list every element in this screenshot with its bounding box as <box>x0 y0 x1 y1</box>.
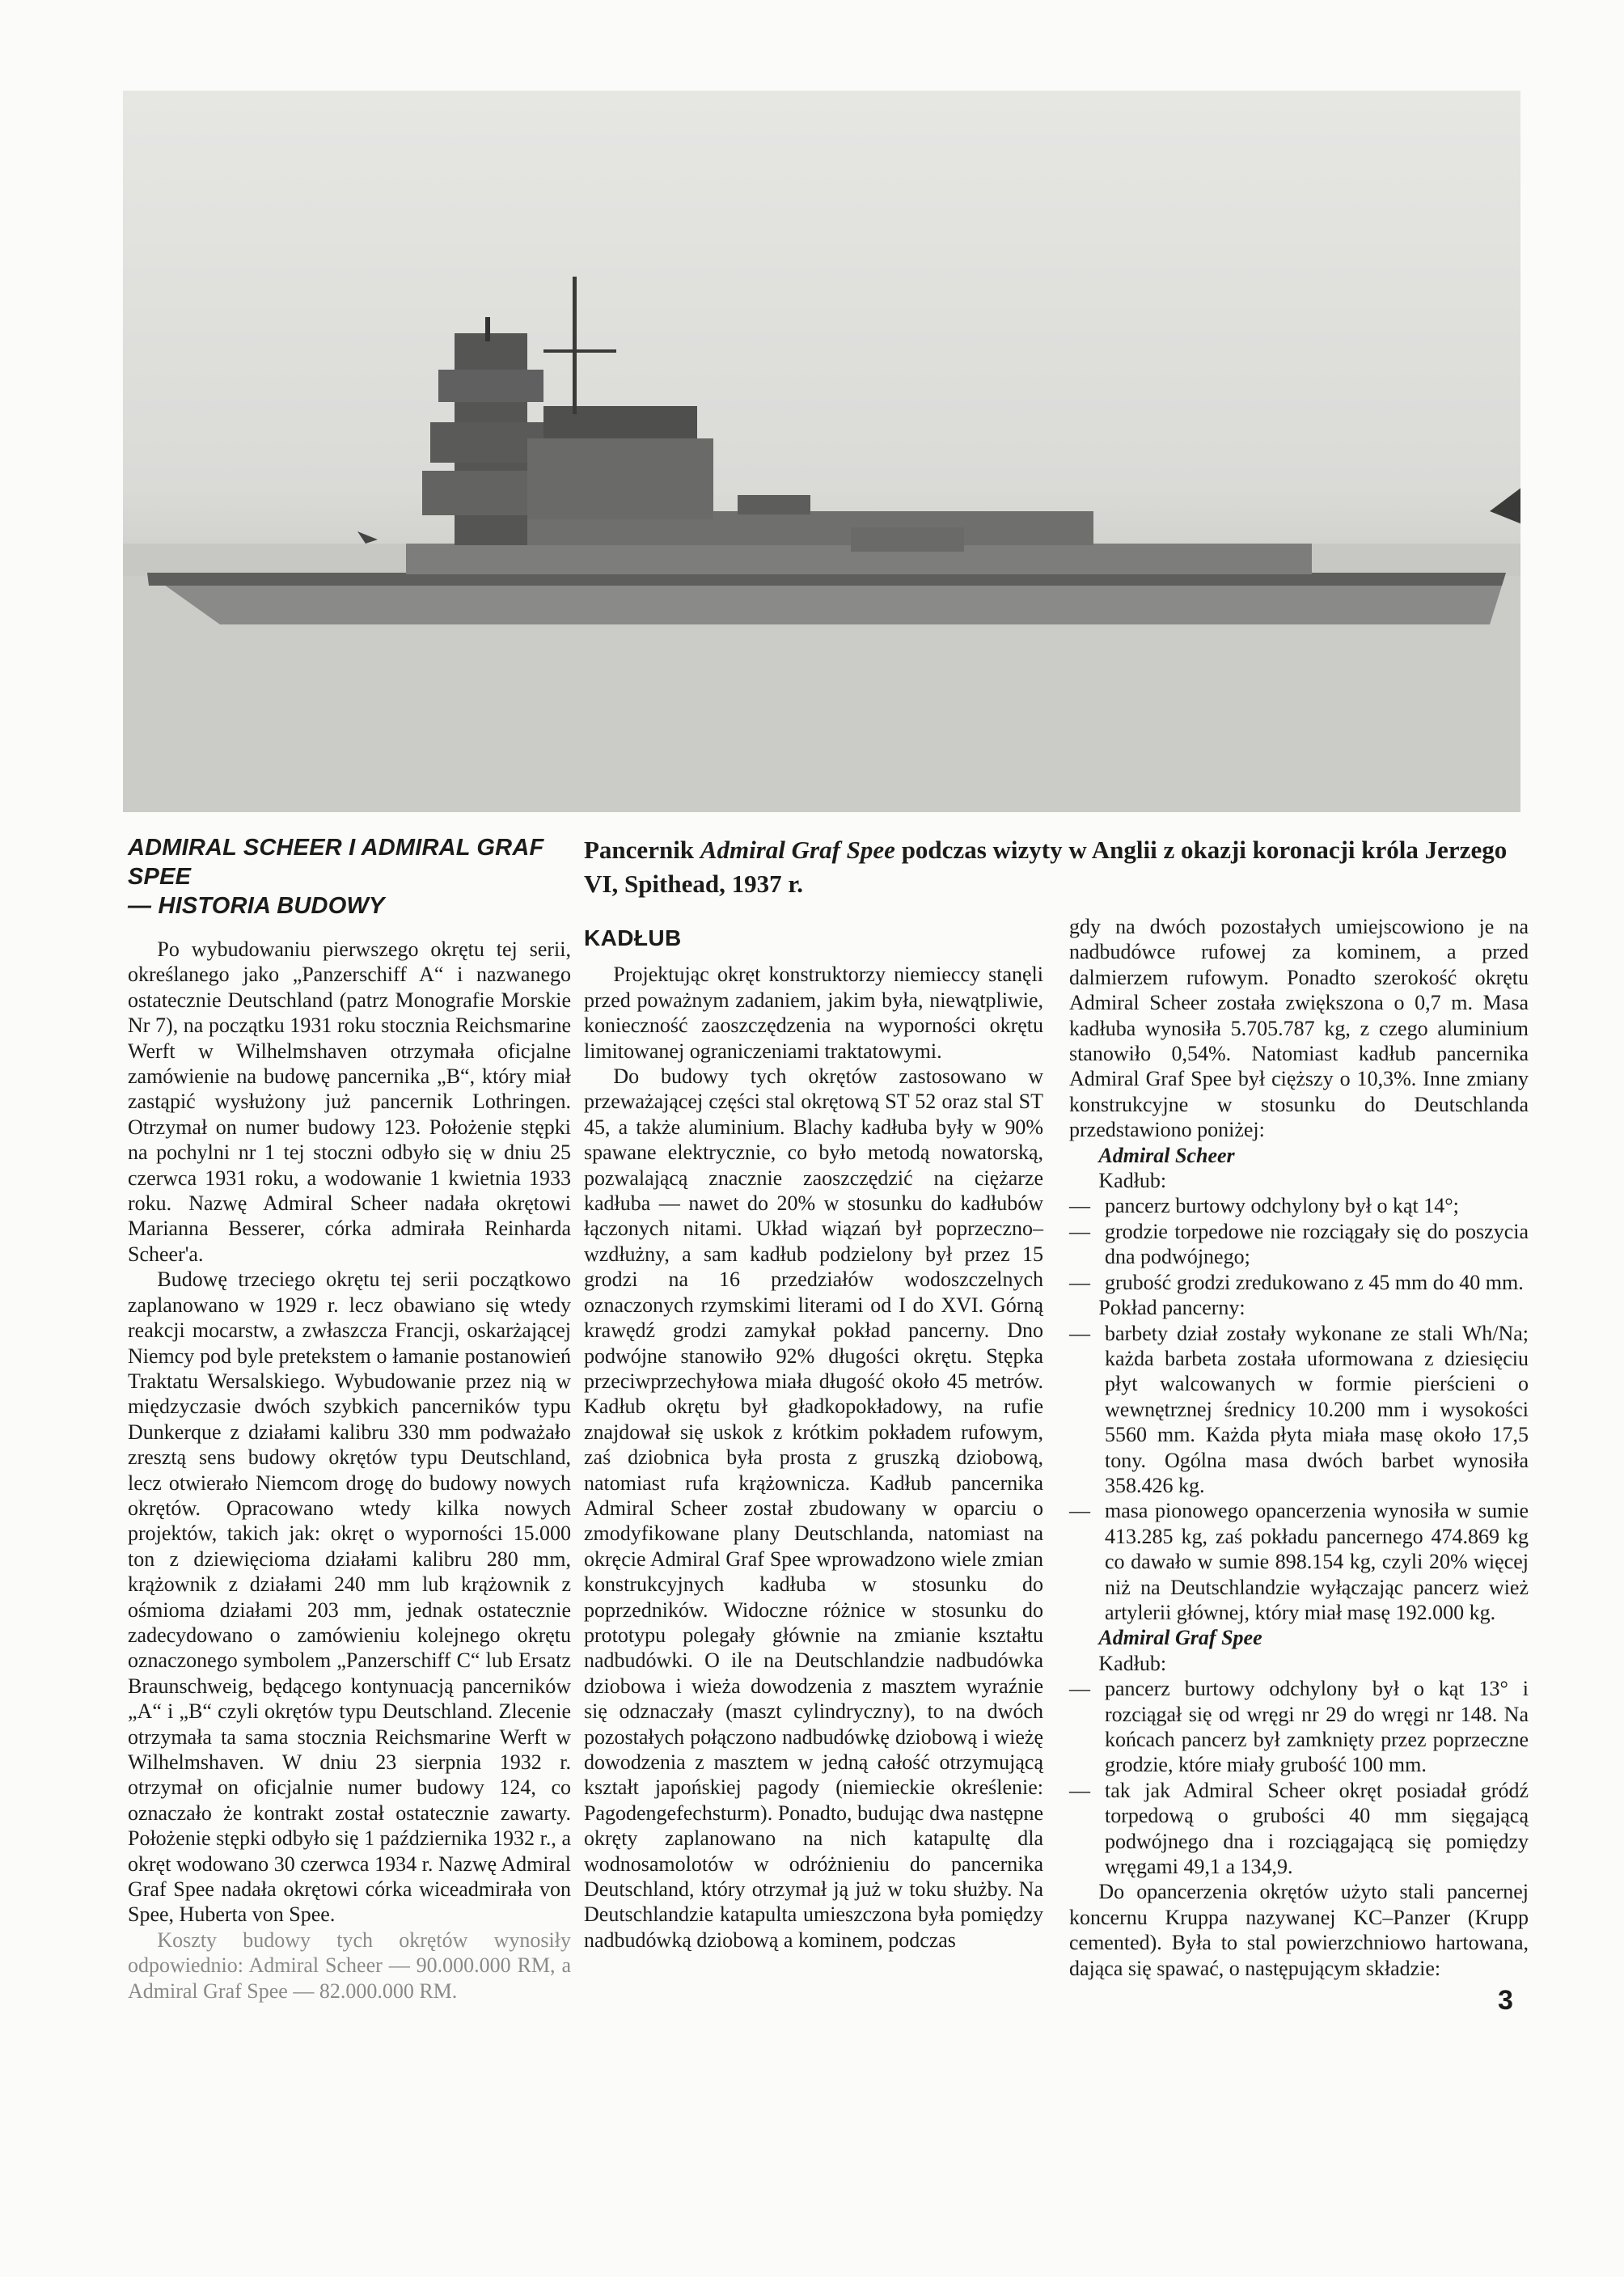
list-label: Pokład pancerny: <box>1098 1296 1245 1320</box>
title-line-2: — HISTORIA BUDOWY <box>128 893 385 919</box>
figure-caption <box>584 833 1534 901</box>
subsection-label: Admiral Scheer <box>1098 1143 1235 1167</box>
paragraph: Koszty budowy tych okrętów wynosiły odpowiednio: Admiral Scheer — 90.000.000 RM, a Admiral Graf Spee — 82.000.000 RM. <box>128 1928 571 2003</box>
paragraph: Po wybudowaniu pierwszego okrętu tej serii, określanego jako „Panzerschiff A“ i nazwanego ostatecznie Deutschland (patrz Monografie Morskie Nr 7), na początku 1931 roku stocznia Reichsmarine Werft w Wilhelmshaven otrzymała oficjalne zamówienie na budowę pancernika „B“, który miał zastąpić wysłużony już pancernik Lothringen. Otrzymał on numer budowy 123. Położenie stępki na pochylni nr 1 tej stoczni odbyło się w dniu 25 czerwca 1931 roku, a wodowanie 1 kwietnia 1933 roku. Nazwę Admiral Scheer nadała okrętowi Marianna Besserer, córka admirała Reinharda Scheer'a. <box>128 937 571 1266</box>
list-item: — grodzie torpedowe nie rozciągały się do poszycia dna podwójnego; <box>1069 1219 1529 1270</box>
list <box>1069 1193 1529 1295</box>
column-3 <box>1069 914 1529 1981</box>
list-item: — masa pionowego opancerzenia wynosiła w sumie 413.285 kg, zaś pokładu pancernego 474.869 kg co dawało w sumie 898.154 kg, czyli 20% więcej niż na Deutschlandzie wyłączając pancerz wież artylerii głównej, który miał masę 192.000 kg. <box>1069 1498 1529 1625</box>
list-item: — pancerz burtowy odchylony był o kąt 14°; <box>1069 1193 1529 1218</box>
paragraph: Do budowy tych okrętów zastosowano w przeważającej części stal okrętową ST 52 oraz stal ST 45, a także aluminium. Blachy kadłuba były w 90% spawane elektrycznie, co było metodą nowatorską, pozwalającą znacznie zaoszczędzić na ciężarze kadłuba — nawet do 20% w stosunku do kadłubów łączonych nitami. Układ wiązań był poprzeczno–wzdłużny, a sam kadłub podzielony był przez 15 grodzi na 16 przedziałów wodoszczelnych oznaczonych rzymskimi literami od I do XVI. Górną krawędź grodzi zamykał pokład pancerny. Dno podwójne stanowiło 92% długości okrętu. Stępka przeciwprzechyłowa miała długość około 45 metrów. Kadłub okrętu był gładkopokładowy, na rufie znajdował się uskok z krótkim pokładem rufowym, zaś dziobnica była prosta z gruszką dziobową, natomiast rufa krążownicza. Kadłub pancernika Admiral Scheer został zbudowany w oparciu o zmodyfikowane plany Deutschlanda, natomiast na okręcie Admiral Graf Spee wprowadzono wiele zmian konstrukcyjnych kadłuba w stosunku do poprzedników. Widoczne różnice w stosunku do prototypu polegały głównie na zmianie kształtu nadbudówki. O ile na Deutschlandzie nadbudówka dziobowa i wieża dowodzenia z masztem wyraźnie się odznaczały (maszt cylindryczny), to na dwóch pozostałych połączono nadbudówkę dziobową i wieżę dowodzenia z masztem w jedną całość otrzymującą kształt japońskiej pagody (niemieckie określenie: Pagodengefechsturm). Ponadto, budując dwa następne okręty zaplanowano na nich katapultę dla wodnosamolotów w odróżnieniu do pancernika Deutschland, który otrzymał ją już w toku służby. Na Deutschlandzie katapulta umieszczona była pomiędzy nadbudówką dziobową a kominem, podczas <box>584 1064 1043 1952</box>
list-item: — grubość grodzi zredukowano z 45 mm do 40 mm. <box>1069 1270 1529 1295</box>
list-label: Kadłub: <box>1098 1651 1167 1675</box>
section-heading: KADŁUB <box>584 925 682 950</box>
ship-illustration <box>123 91 1520 812</box>
paragraph: gdy na dwóch pozostałych umiejscowiono je na nadbudówce rufowej za kominem, a przed dalmierzem rufowym. Ponadto szerokość okrętu Admiral Scheer została zwiększona o 0,7 m. Masa kadłuba wynosiła 5.705.787 kg, z czego aluminium stanowiło 0,54%. Natomiast kadłub pancernika Admiral Graf Spee był cięższy o 10,3%. Inne zmiany konstrukcyjne w stosunku do Deutschlanda przedstawiono poniżej: <box>1069 915 1529 1142</box>
ship-photograph <box>123 91 1520 812</box>
paragraph: Do opancerzenia okrętów użyto stali pancernej koncernu Kruppa nazywanej KC–Panzer (Krupp cemented). Była to stal powierzchniowo hartowana, dająca się spawać, o następującym składzie: <box>1069 1880 1529 1980</box>
caption-ship-name: Admiral Graf Spee <box>700 836 895 864</box>
page-number: 3 <box>1498 1985 1513 2016</box>
list-label: Kadłub: <box>1098 1169 1167 1193</box>
caption-prefix: Pancernik <box>584 836 700 864</box>
column-2 <box>584 914 1043 1953</box>
column-1 <box>128 833 571 2004</box>
list <box>1069 1676 1529 1879</box>
caption-suffix: podczas wizyty w Anglii z okazji koronacji króla Jerzego VI, Spithead, 1937 r. <box>584 836 1508 898</box>
paragraph: Projektując okręt konstruktorzy niemieccy stanęli przed poważnym zadaniem, jakim była, niewątpliwie, konieczność zaoszczędzenia na wyporności okrętu limitowanej ograniczeniami traktatowymi. <box>584 963 1043 1063</box>
title-line-1: ADMIRAL SCHEER I ADMIRAL GRAF SPEE <box>128 835 544 890</box>
article-title <box>128 833 571 921</box>
subsection-label: Admiral Graf Spee <box>1098 1626 1262 1650</box>
list-item: — barbety dział zostały wykonane ze stali Wh/Na; każda barbeta została uformowana z dziesięciu płyt walcowanych w formie pierścieni o wewnętrznej średnicy 10.200 mm i wysokości 5560 mm. Każda płyta miała masę około 17,5 tony. Ogólna masa dwóch barbet wynosiła 358.426 kg. <box>1069 1321 1529 1499</box>
paragraph: Budowę trzeciego okrętu tej serii początkowo zaplanowano w 1929 r. lecz obawiano się wtedy reakcji mocarstw, a zwłaszcza Francji, oskarżającej Niemcy pod byle pretekstem o łamanie postanowień Traktatu Wersalskiego. Wybudowanie przez nią w międzyczasie dwóch szybkich pancerników typu Dunkerque z działami kalibru 330 mm podważało zresztą sens budowy okrętów typu Deutschland, lecz otwierało Niemcom drogę do budowy nowych okrętów. Opracowano wtedy kilka nowych projektów, takich jak: okręt o wyporności 15.000 ton z dziewięcioma działami kalibru 280 mm, krążownik z działami 240 mm lub krążownik z ośmioma działami 203 mm, jednak ostatecznie zadecydowano o zamówieniu kolejnego okrętu oznaczonego symbolem „Panzerschiff C“ lub Ersatz Braunschweig, będącego kontynuacją pancerników „A“ i „B“ czyli okrętów typu Deutschland. Zlecenie otrzymała ta sama stocznia Reichsmarine Werft w Wilhelmshaven. W dniu 23 sierpnia 1932 r. otrzymał on oficjalnie numer budowy 124, co oznaczało że kontrakt został ostatecznie zawarty. Położenie stępki odbyło się 1 października 1932 r., a okręt wodowano 30 czerwca 1934 r. Nazwę Admiral Graf Spee nadała okrętowi córka wiceadmirała von Spee, Huberta von Spee. <box>128 1268 571 1927</box>
list-item: — pancerz burtowy odchylony był o kąt 13° i rozciągał się od wręgi nr 29 do wręgi nr 148. Na końcach pancerz był zamknięty przez poprzeczne grodzie, które miały grubość 100 mm. <box>1069 1676 1529 1778</box>
list <box>1069 1321 1529 1626</box>
list-item: — tak jak Admiral Scheer okręt posiadał gródź torpedową o grubości 40 mm sięgającą podwójnego dna i rozciągającą się pomiędzy wręgami 49,1 a 134,9. <box>1069 1778 1529 1880</box>
